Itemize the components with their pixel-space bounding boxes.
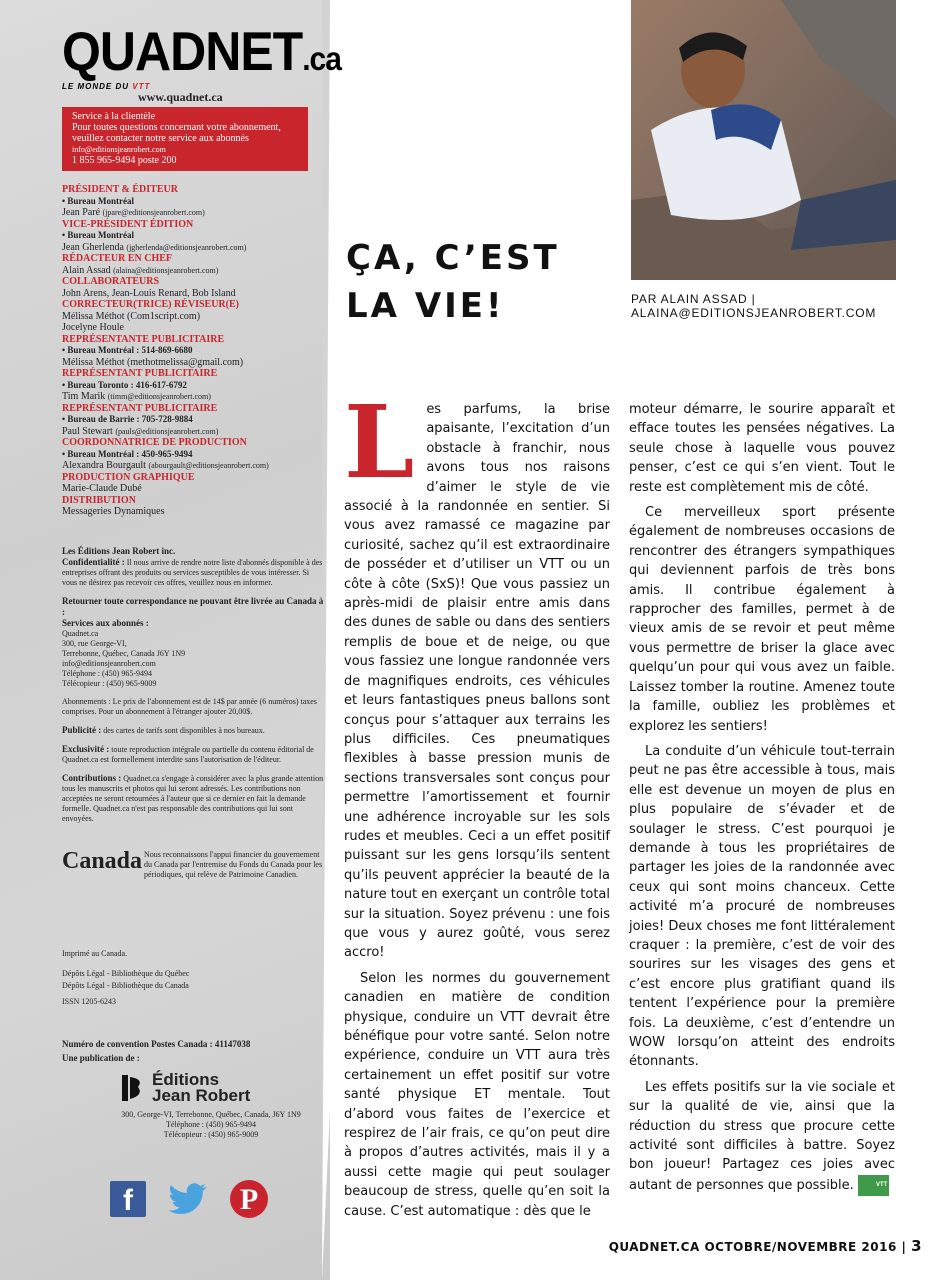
website-link[interactable]: www.quadnet.ca: [138, 90, 223, 104]
contributions-label: Contributions :: [62, 773, 122, 783]
staff-contact: (jgherlenda@editionsjeanrobert.com): [126, 242, 247, 252]
logo-tagline: LE MONDE DU: [62, 82, 133, 91]
printing-info: [62, 948, 324, 1008]
staff-name: Marie-Claude Dubé: [62, 483, 142, 494]
exclusivity-text: toute reproduction intégrale ou partielle du contenu éditorial de Quadnet.ca est formellement interdite sans l'autorisation de l'éditeur.: [62, 745, 314, 764]
staff-role: COORDONNATRICE DE PRODUCTION: [62, 437, 247, 448]
staff-role: VICE-PRÉSIDENT ÉDITION: [62, 218, 194, 230]
logo-tagline-vtt: VTT: [132, 82, 151, 91]
subscriber-fax: Télécopieur : (450) 965-9009: [62, 679, 157, 688]
staff-role: REPRÉSENTANT PUBLICITAIRE: [62, 368, 218, 379]
twitter-icon[interactable]: [168, 1181, 208, 1217]
advertising-text: des cartes de tarifs sont disponibles à nos bureaux.: [103, 726, 265, 735]
staff-entry: [62, 495, 324, 518]
staff-entry: [62, 368, 324, 403]
page-footer: [609, 1237, 922, 1255]
staff-role: REPRÉSENTANT PUBLICITAIRE: [62, 402, 218, 414]
staff-office: • Bureau Montréal: [62, 230, 134, 240]
convention-number: Numéro de convention Postes Canada : 41147038: [62, 1039, 251, 1049]
staff-entry: [62, 184, 324, 219]
ejr-phone: Téléphone : (450) 965-9494: [166, 1120, 256, 1129]
paragraph: Les effets positifs sur la vie sociale et sur la qualité de vie, ainsi que la réduction du stress que procure cette activité sont difficiles à battre. Soyez bon joueur! Partagez ces joies avec autant de personnes que possible.: [629, 1079, 895, 1194]
ejr-logo-icon: [120, 1073, 146, 1103]
staff-list: [62, 184, 324, 518]
canada-funding-text: Nous reconnaissons l'appui financier du gouvernement du Canada par l'entremise du Fonds du Canada pour les périodiques, qui relève de Patrimoine Canadien.: [144, 850, 323, 879]
staff-entry: [62, 276, 324, 299]
staff-entry: [62, 437, 324, 472]
staff-contact: (pauls@editionsjeanrobert.com): [115, 426, 219, 436]
staff-role: PRÉSIDENT & ÉDITEUR: [62, 184, 178, 195]
subscriber-address-line: 300, rue George-VI,: [62, 639, 127, 648]
staff-name: John Arens, Jean-Louis Renard, Bob Island: [62, 287, 236, 299]
staff-role: COLLABORATEURS: [62, 276, 160, 287]
subscriber-address-line: Terrebonne, Québec, Canada J6Y 1N9: [62, 649, 186, 658]
confidentiality-text: Il nous arrive de rendre notre liste d'abonnés disponible à des entreprises offrant des produits ou services susceptibles de vous intéresser. Si vous ne désirez pas recevoir ces offres, veuillez nous en informer.: [62, 558, 323, 587]
subscriber-phone: Téléphone : (450) 965-9494: [62, 669, 152, 678]
editions-jean-robert-block: [120, 1072, 320, 1140]
legal-notices: [62, 546, 324, 832]
staff-contact: (abourgault@editionsjeanrobert.com): [148, 461, 269, 470]
subscriber-address-line: Quadnet.ca: [62, 629, 99, 638]
staff-name: Alexandra Bourgault: [62, 460, 146, 471]
legal-deposit-canada: Dépôts Légal - Bibliothèque du Canada: [62, 981, 189, 990]
ejr-logo-line1: Éditions: [152, 1070, 220, 1089]
page-number: 3: [911, 1237, 922, 1255]
publisher-name: Les Éditions Jean Robert inc.: [62, 546, 176, 556]
staff-entry: [62, 299, 324, 334]
staff-entry: [62, 472, 324, 495]
article-title-line2: LA VIE!: [346, 286, 505, 326]
staff-name: Mélissa Méthot (Com1script.com): [62, 310, 201, 322]
quadnet-logo[interactable]: [62, 20, 341, 91]
staff-office: • Bureau de Barrie : 705-728-9884: [62, 414, 193, 424]
ejr-logo[interactable]: [152, 1072, 250, 1104]
end-mark-icon: VTT: [858, 1175, 889, 1196]
service-line1: Pour toutes questions concernant votre abonnement,: [72, 122, 281, 133]
legal-deposit-quebec: Dépôts Légal - Bibliothèque du Québec: [62, 969, 190, 978]
staff-name: Alain Assad: [62, 264, 111, 276]
logo-tld: .ca: [302, 41, 341, 78]
staff-name: Paul Stewart: [62, 425, 113, 437]
subscriber-email[interactable]: info@editionsjeanrobert.com: [62, 659, 156, 668]
staff-name: Jean Paré: [62, 207, 101, 218]
social-icons: [110, 1180, 268, 1218]
logo-name: QUADNET: [62, 20, 303, 83]
return-label: Retourner toute correspondance ne pouvant être livrée au Canada à :: [62, 596, 324, 617]
paragraph: La conduite d’un véhicule tout-terrain peut ne pas être accessible à tous, mais elle est devenue un moyen de plus en plus populaire de s’évader et de soulager le stress. C’est pourquoi je demande à tous les propriétaires de partager les joies de la randonnée avec ceux qui sont moins chanceux. Cette activité m’a procuré de nombreuses joies! Deux choses me font littéralement craquer : la première, c’est de voir des sourires sur les visages des gens et c’est encore plus gratifiant quand ils tentent l’expérience pour la première fois. La deuxième, c’est d’entendre un WOW lorsqu’on atteint des endroits étonnants.: [629, 743, 895, 1070]
pinterest-icon[interactable]: P: [230, 1180, 268, 1218]
staff-role: CORRECTEUR(TRICE) RÉVISEUR(E): [62, 299, 239, 310]
paragraph: Ce merveilleux sport présente également de nombreuses occasions de rencontrer des étrangers sympathiques qui deviennent parfois de très bons amis. Il contribue également à rapprocher des familles, permet à de vieux amis de se revoir et peut même vous permettre de briser la glace avec quelqu’un pour qui vous avez un faible. Laissez tomber la routine. Amenez toute la famille, oubliez les problèmes et explorez les sentiers!: [629, 505, 895, 734]
staff-role: PRODUCTION GRAPHIQUE: [62, 471, 195, 483]
service-phone: 1 855 965-9494 poste 200: [72, 155, 177, 166]
staff-office: • Bureau Montréal : 450-965-9494: [62, 448, 193, 459]
printed-in: Imprimé au Canada.: [62, 949, 128, 958]
staff-name: Tim Marik: [62, 391, 106, 402]
service-line2: veuillez contacter notre service aux abonnés: [72, 133, 249, 144]
staff-office: • Bureau Montréal: [62, 195, 134, 206]
staff-role: RÉDACTEUR EN CHEF: [62, 253, 173, 264]
paragraph: moteur démarre, le sourire apparaît et efface toutes les pensées négatives. La seule chose à laquelle vous pouvez penser, c’est ce qui s’en vient. Tout le reste est complètement mis de côté.: [629, 402, 895, 495]
staff-office: • Bureau Montréal : 514-869-6680: [62, 345, 193, 355]
ejr-address: 300, George-VI, Terrebonne, Québec, Canada, J6Y 1N9: [121, 1110, 301, 1119]
article-title-line1: ÇA, C’EST: [346, 238, 560, 278]
service-email[interactable]: info@editionsjeanrobert.com: [72, 145, 166, 154]
publication-of-label: Une publication de :: [62, 1053, 140, 1063]
staff-name: Jean Gherlenda: [62, 241, 124, 253]
byline-email[interactable]: ALAINA@EDITIONSJEANROBERT.COM: [631, 306, 877, 320]
canada-wordmark: Canada: [62, 848, 143, 874]
subscription-price: Abonnements : Le prix de l'abonnement est de 14$ par année (6 numéros) taxes comprises. Pour un abonnement à l'étranger ajouter 20,00$.: [62, 697, 317, 716]
contributions-text: Quadnet.ca s'engage à considérer avec la plus grande attention tous les manuscrits et photos qui lui seront adressés. Les contributions non acceptées ne seront retournées à l'auteur que si ce dernier en fait la demande formelle. Quadnet.ca n'est pas responsable des contributions qui lui sont envoyées.: [62, 774, 324, 823]
service-title: Service à la clientèle: [72, 111, 156, 122]
author-photo: [631, 0, 896, 280]
article-title: [346, 234, 560, 330]
staff-role: DISTRIBUTION: [62, 494, 136, 506]
drop-cap: L: [344, 383, 415, 501]
staff-name: Jocelyne Houle: [62, 322, 124, 333]
issn: ISSN 1205-6243: [62, 997, 117, 1006]
staff-name: Mélissa Méthot (methotmelissa@gmail.com): [62, 356, 244, 368]
confidentiality-label: Confidentialité :: [62, 557, 125, 567]
byline-author: PAR ALAIN ASSAD |: [631, 292, 756, 306]
ejr-fax: Télécopieur : (450) 965-9009: [163, 1130, 259, 1139]
staff-office: • Bureau Toronto : 416-617-6792: [62, 379, 187, 390]
staff-contact: (jpare@editionsjeanrobert.com): [102, 208, 205, 217]
article-column-1: [344, 383, 610, 1227]
ejr-logo-line2: Jean Robert: [152, 1086, 251, 1105]
paragraph: Selon les normes du gouvernement canadien en matière de condition physique, conduire un VTT devrait être bénéfique pour votre santé. Selon notre expérience, conduire un VTT aura très certainement un effet positif sur votre santé physique ET mentale. Tout d’abord vous faites de l’exercice et respirez de l’air frais, ce qu’on peut dire à propos d’autres activités, mais il y a aussi cette magie qui peut soulager beaucoup de stress, quelle qu’en soit la cause. C’est automatique : dès que le: [344, 970, 610, 1219]
staff-entry: [62, 219, 324, 254]
postal-convention: [62, 1037, 324, 1065]
staff-entry: [62, 253, 324, 276]
canada-funding-notice: [62, 850, 324, 880]
staff-entry: [62, 334, 324, 369]
subscriber-services-label: Services aux abonnés :: [62, 618, 149, 628]
staff-contact: (alaina@editionsjeanrobert.com): [113, 265, 219, 275]
advertising-label: Publicité :: [62, 725, 102, 735]
staff-role: REPRÉSENTANTE PUBLICITAIRE: [62, 333, 225, 345]
customer-service-box: [62, 107, 308, 171]
article-column-2: [629, 400, 895, 1202]
staff-entry: [62, 403, 324, 438]
staff-name: Messageries Dynamiques: [62, 506, 165, 517]
paragraph: es parfums, la brise apaisante, l’excitation d’un obstacle à franchir, nous avons tous nos raisons d’aimer le style de vie associé à la randonnée en sentier. Si vous avez ramassé ce magazine par curiosité, sachez qu’il est extraordinaire de posséder et d’utiliser un VTT ou un côte à côte (SxS)! Que vous passiez un après-midi de plaisir entre amis dans des dunes de sable ou dans des sentiers remplis de boue et de neige, ou que vous fassiez une longue randonnée vers de magnifiques endroits, ces véhicules et leurs fantastiques pneus ballons sont conçus pour s’attaquer aux terrains les plus difficiles. Ces pneumatiques flexibles à basse pression munis de sections transversales sont conçus pour permettre l’amortissement et fournir une adhérence incroyable sur les sols rudes et meubles. Ceci a un effet positif puissant sur les gens lorsqu’ils sentent qu’ils peuvent apprécier la beauté de la nature tout en exerçant un contrôle total sur la situation. Soyez prévenu : une fois que vous y aurez goûté, vous serez accro!: [344, 402, 610, 961]
staff-contact: (timm@editionsjeanrobert.com): [107, 392, 211, 401]
facebook-icon[interactable]: f: [110, 1181, 146, 1217]
article-byline: [631, 292, 876, 320]
exclusivity-label: Exclusivité :: [62, 744, 110, 754]
footer-text: QUADNET.CA OCTOBRE/NOVEMBRE 2016 |: [608, 1240, 912, 1254]
